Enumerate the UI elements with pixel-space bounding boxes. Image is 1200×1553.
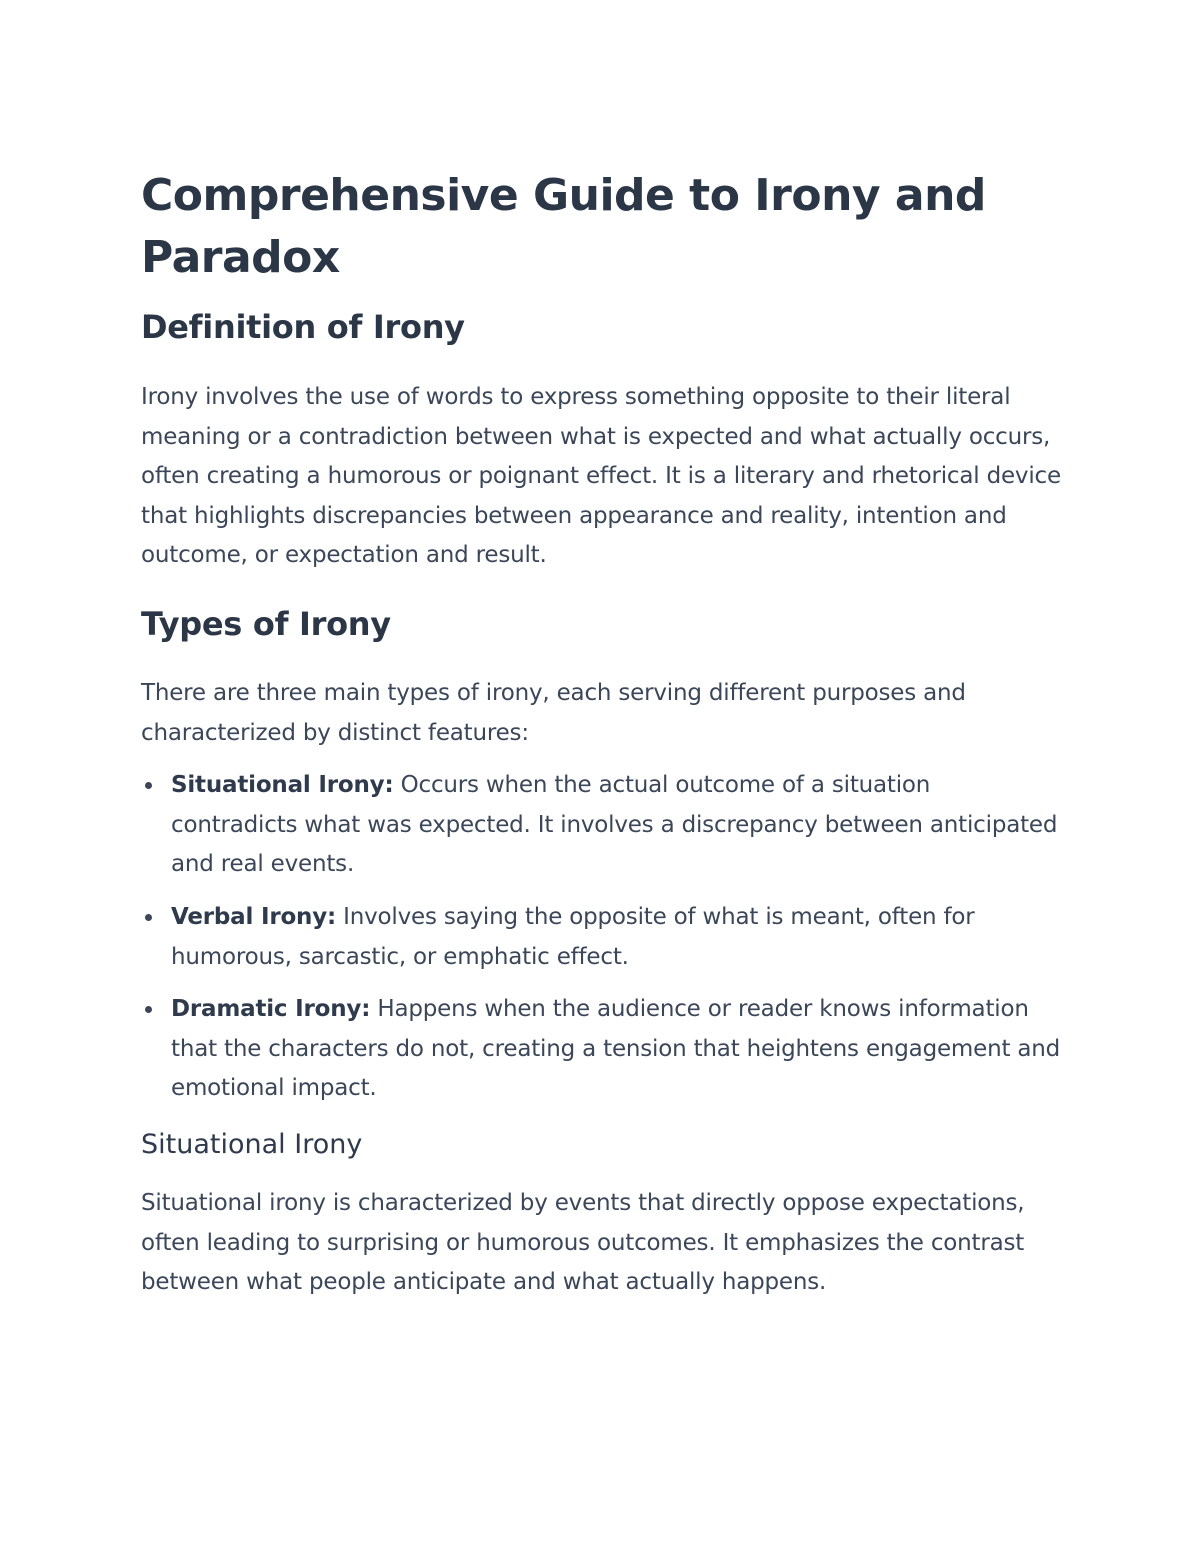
list-item-dramatic [141,990,1061,1109]
document-title: Comprehensive Guide to Irony and Paradox [141,170,986,283]
subsection-heading-situational: Situational Irony [141,1128,363,1160]
list-item-situational [141,766,1061,885]
list-item-text: Happens when the audience or reader knows information that the characters do not, creating a tension that heightens engagement and emotional impact. [171,996,1061,1102]
irony-types-list [141,766,1061,1109]
section-heading-definition: Definition of Irony [141,308,465,346]
situational-paragraph: Situational irony is characterized by events that directly oppose expectations, often leading to surprising or humorous outcomes. It emphasizes the contrast between what people anticipate and what actually happens. [141,1189,1025,1296]
list-item-term: Situational Irony: [171,772,394,799]
list-item-verbal [141,898,1061,977]
list-item-text: Involves saying the opposite of what is meant, often for humorous, sarcastic, or emphatic effect. [171,903,975,970]
section-heading-types: Types of Irony [141,604,391,643]
definition-paragraph: Irony involves the use of words to express something opposite to their literal meaning or a contradiction between what is expected and what actually occurs, often creating a humorous or poignant effect. It is a literary and rhetorical device that highlights discrepancies between appearance and reality, intention and outcome, or expectation and result. [141,384,1061,569]
types-intro-paragraph: There are three main types of irony, each serving different purposes and characterized by distinct features: [141,679,966,746]
list-item-term: Dramatic Irony: [171,996,371,1023]
list-item-text: Occurs when the actual outcome of a situation contradicts what was expected. It involves a discrepancy between anticipated and real events. [171,772,1058,878]
list-item-term: Verbal Irony: [171,903,337,930]
document-page [141,165,1061,1303]
